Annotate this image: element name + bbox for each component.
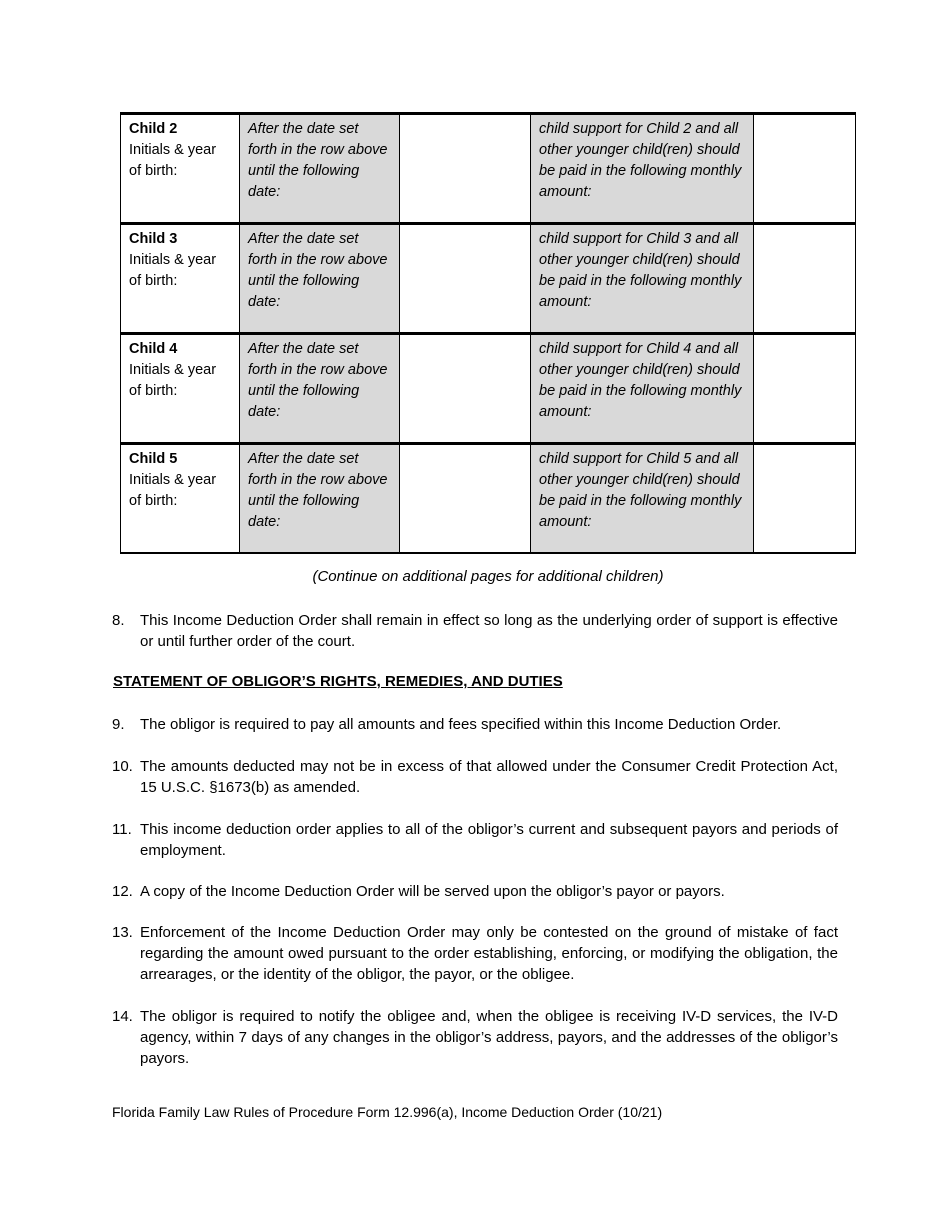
amount-value-field[interactable] [754, 334, 856, 444]
child-label: Child 2 [129, 121, 178, 137]
child-label: Child 3 [129, 231, 178, 247]
amount-label-cell: child support for Child 3 and all other younger child(ren) should be paid in the following monthly amount: [531, 224, 754, 334]
amount-label-cell: child support for Child 5 and all other younger child(ren) should be paid in the following monthly amount: [531, 444, 754, 554]
date-label-cell: After the date set forth in the row above until the following date: [240, 114, 400, 224]
table-row [121, 444, 856, 554]
child-label: Child 4 [129, 341, 178, 357]
paragraph-10 [112, 756, 838, 798]
paragraph-number: 13. [112, 924, 133, 941]
date-value-field[interactable] [400, 334, 531, 444]
initials-label: Initials & year of birth: [129, 142, 217, 179]
paragraph-number: 10. [112, 758, 133, 775]
form-footer: Florida Family Law Rules of Procedure Form 12.996(a), Income Deduction Order (10/21) [112, 1104, 663, 1120]
amount-label-cell: child support for Child 4 and all other younger child(ren) should be paid in the following monthly amount: [531, 334, 754, 444]
paragraph-number: 8. [112, 612, 125, 629]
continue-note: (Continue on additional pages for additional children) [312, 568, 664, 585]
paragraph-9 [112, 714, 838, 735]
initials-label: Initials & year of birth: [129, 472, 217, 509]
amount-label-cell: child support for Child 2 and all other younger child(ren) should be paid in the following monthly amount: [531, 114, 754, 224]
paragraph-8 [112, 610, 838, 652]
date-value-field[interactable] [400, 114, 531, 224]
initials-label: Initials & year of birth: [129, 252, 217, 289]
child-label: Child 5 [129, 451, 178, 467]
date-label-cell: After the date set forth in the row above until the following date: [240, 444, 400, 554]
paragraph-text: This income deduction order applies to all of the obligor’s current and subsequent payors and periods of employment. [140, 821, 838, 859]
paragraph-number: 12. [112, 883, 133, 900]
date-label-cell: After the date set forth in the row above until the following date: [240, 334, 400, 444]
paragraph-text: The obligor is required to notify the obligee and, when the obligee is receiving IV-D services, the IV-D agency, within 7 days of any changes in the obligor’s address, payors, and the addresses of the obligor’s payors. [140, 1008, 838, 1067]
paragraph-number: 9. [112, 716, 125, 733]
table-row [121, 224, 856, 334]
date-value-field[interactable] [400, 444, 531, 554]
paragraph-text: The amounts deducted may not be in excess of that allowed under the Consumer Credit Protection Act, 15 U.S.C. §1673(b) as amended. [140, 758, 838, 796]
paragraph-text: Enforcement of the Income Deduction Order may only be contested on the ground of mistake of fact regarding the amount owed pursuant to the order establishing, enforcing, or modifying the obligation, the arrearages, or the identity of the obligor, the payor, or the obligee. [140, 924, 838, 983]
section-heading: STATEMENT OF OBLIGOR’S RIGHTS, REMEDIES, AND DUTIES [113, 673, 563, 690]
child-cell [121, 334, 240, 444]
date-label-cell: After the date set forth in the row above until the following date: [240, 224, 400, 334]
initials-label: Initials & year of birth: [129, 362, 217, 399]
amount-value-field[interactable] [754, 114, 856, 224]
amount-value-field[interactable] [754, 224, 856, 334]
paragraph-text: The obligor is required to pay all amounts and fees specified within this Income Deduction Order. [140, 716, 782, 733]
table-row [121, 114, 856, 224]
child-cell [121, 224, 240, 334]
paragraph-text: A copy of the Income Deduction Order will be served upon the obligor’s payor or payors. [140, 883, 725, 900]
paragraph-13 [112, 922, 838, 985]
paragraph-14 [112, 1006, 838, 1069]
date-value-field[interactable] [400, 224, 531, 334]
paragraph-number: 14. [112, 1008, 133, 1025]
table-row [121, 334, 856, 444]
paragraph-number: 11. [112, 821, 132, 838]
amount-value-field[interactable] [754, 444, 856, 554]
paragraph-text: This Income Deduction Order shall remain in effect so long as the underlying order of support is effective or until further order of the court. [140, 612, 838, 650]
child-support-table [120, 112, 856, 554]
paragraph-11 [112, 819, 838, 861]
paragraph-12 [112, 881, 838, 902]
child-cell [121, 444, 240, 554]
child-cell [121, 114, 240, 224]
